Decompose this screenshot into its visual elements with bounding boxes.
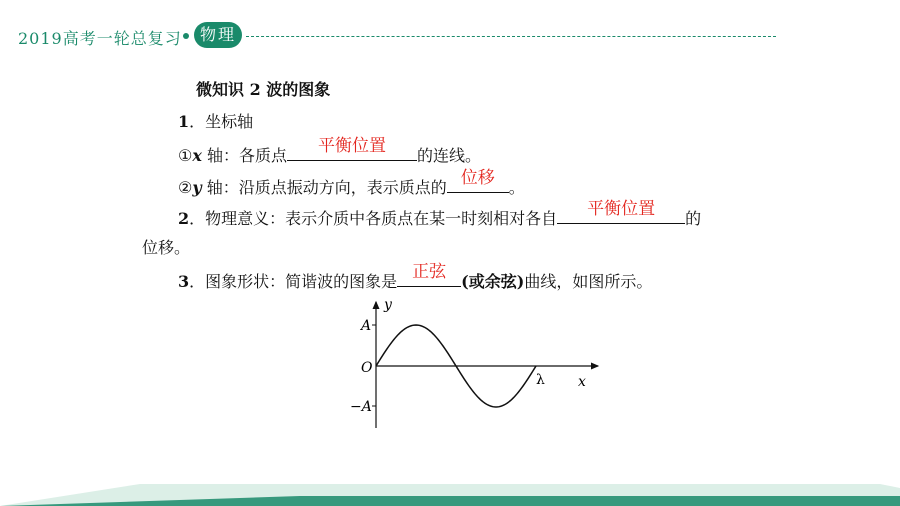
footer-band: [0, 484, 900, 506]
item2-number: 2: [178, 209, 190, 228]
x-axis-answer: 平衡位置: [317, 136, 386, 156]
x-axis-suffix: 的连线。: [416, 146, 481, 165]
item3-suffix-bold: (或余弦): [461, 272, 525, 291]
item1-text: ．坐标轴: [189, 112, 254, 131]
origin-label: O: [361, 360, 373, 376]
x-axis-text: 轴：各质点: [201, 146, 287, 165]
item2-text: ．物理意义：表示介质中各质点在某一时刻相对各自: [189, 209, 558, 228]
x-axis-label: x: [578, 374, 586, 390]
x-axis-prefix: ①: [178, 146, 193, 165]
y-axis-suffix: 。: [508, 178, 525, 197]
y-axis-var: y: [192, 178, 202, 197]
item3-number: 3: [178, 272, 190, 291]
item3-answer: 正弦: [412, 262, 447, 282]
y-axis-answer: 位移: [460, 168, 495, 188]
section-title: 微知识 2 波的图象: [196, 80, 331, 99]
y-axis-prefix: ②: [178, 178, 193, 197]
tick-label-neg-a: −A: [350, 399, 372, 415]
y-axis-label: y: [384, 297, 392, 313]
item3-suffix: 曲线，如图所示。: [524, 272, 653, 291]
y-axis-text: 轴：沿质点振动方向，表示质点的: [201, 178, 447, 197]
x-axis-var: x: [192, 146, 202, 165]
item1-number: 1: [178, 112, 190, 131]
item2-continuation: 位移。: [142, 238, 191, 257]
header-title: 2019高考一轮总复习: [18, 29, 182, 48]
lambda-label: λ: [536, 372, 545, 388]
item2-answer: 平衡位置: [587, 199, 656, 219]
tick-label-a: A: [361, 318, 372, 334]
subject-badge: 物理: [194, 22, 242, 48]
item3-text: ．图象形状：简谐波的图象是: [189, 272, 398, 291]
item2-suffix: 的: [685, 209, 702, 228]
